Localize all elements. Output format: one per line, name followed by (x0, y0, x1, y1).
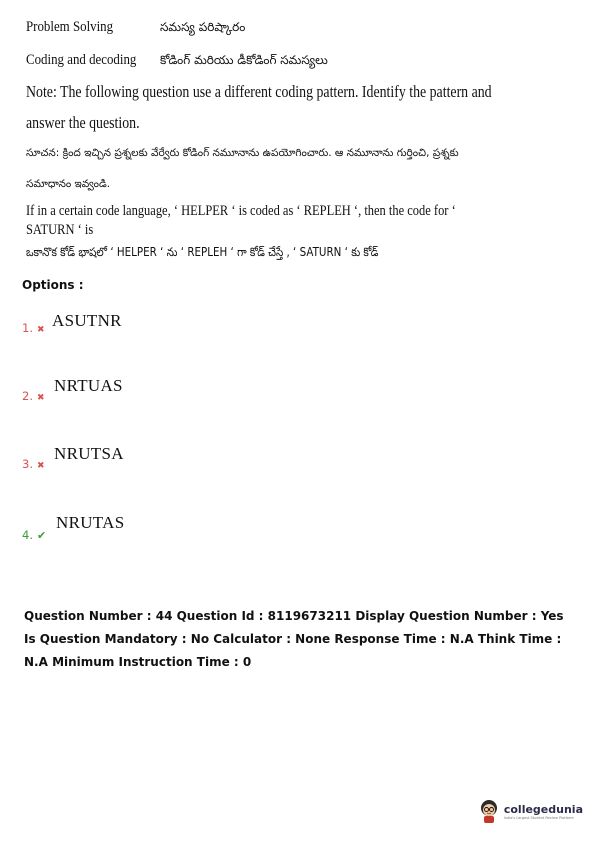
option-3-number: 3. (22, 457, 33, 471)
subject-label: Problem Solving (26, 19, 114, 35)
note-line-2: answer the question. (26, 113, 140, 132)
subject-label-telugu: సమస్య పరిష్కారం (160, 20, 246, 34)
check-icon: ✔ (36, 529, 47, 542)
cross-icon: ✖ (36, 393, 45, 403)
option-2-marker (22, 387, 45, 405)
option-1-number: 1. (22, 321, 33, 335)
topic-label-telugu: కోడింగ్ మరియు డీకోడింగ్ సమస్యలు (160, 53, 328, 67)
note-telugu-line-1: సూచన: క్రింద ఇచ్చిన ప్రశ్నలకు వేర్వేరు కోడింగ్ నమూనాను ఉపయోగించారు. ఆ నమూనాను గుర్తించి, ప్రశ్నకు (26, 147, 459, 159)
topic-label: Coding and decoding (26, 52, 137, 68)
logo-tagline: India's Largest Student Review Platform (503, 815, 574, 820)
question-line-2: SATURN ‘ is (26, 222, 94, 238)
logo-name: collegedunia (503, 802, 583, 816)
cross-icon: ✖ (36, 461, 45, 471)
option-2-text: NRTUAS (54, 376, 123, 395)
option-4-text: NRUTAS (56, 513, 125, 532)
question-meta: Question Number : 44 Question Id : 8119673211 Display Question Number : Yes Is Question Mandatory : No Calculator : None Response Time : N.A Think Time : N.A Minimum Instruction Time : 0 (24, 609, 564, 669)
note-line-1: Note: The following question use a different coding pattern. Identify the pattern and (26, 82, 492, 101)
options-label: Options : (22, 278, 84, 292)
note-telugu-line-2: సమాధానం ఇవ్వండి. (26, 178, 111, 190)
option-1-marker (22, 319, 45, 337)
option-1-text: ASUTNR (52, 311, 122, 330)
collegedunia-logo (478, 798, 583, 824)
option-3-marker (22, 455, 45, 473)
option-3-text: NRUTSA (54, 444, 124, 463)
mascot-icon (478, 798, 500, 824)
question-telugu-line: ఒకానొక కోడ్ భాషలో ‘ HELPER ‘ ను ‘ REPLEH ‘ గా కోడ్ చేస్తే , ‘ SATURN ‘ కు కోడ్ (26, 245, 379, 259)
question-line-1: If in a certain code language, ‘ HELPER ‘ is coded as ‘ REPLEH ‘, then the code for ‘ (26, 203, 456, 219)
option-2-number: 2. (22, 389, 33, 403)
option-4-number: 4. (22, 528, 33, 542)
option-4-marker (22, 526, 46, 544)
cross-icon: ✖ (36, 325, 45, 335)
